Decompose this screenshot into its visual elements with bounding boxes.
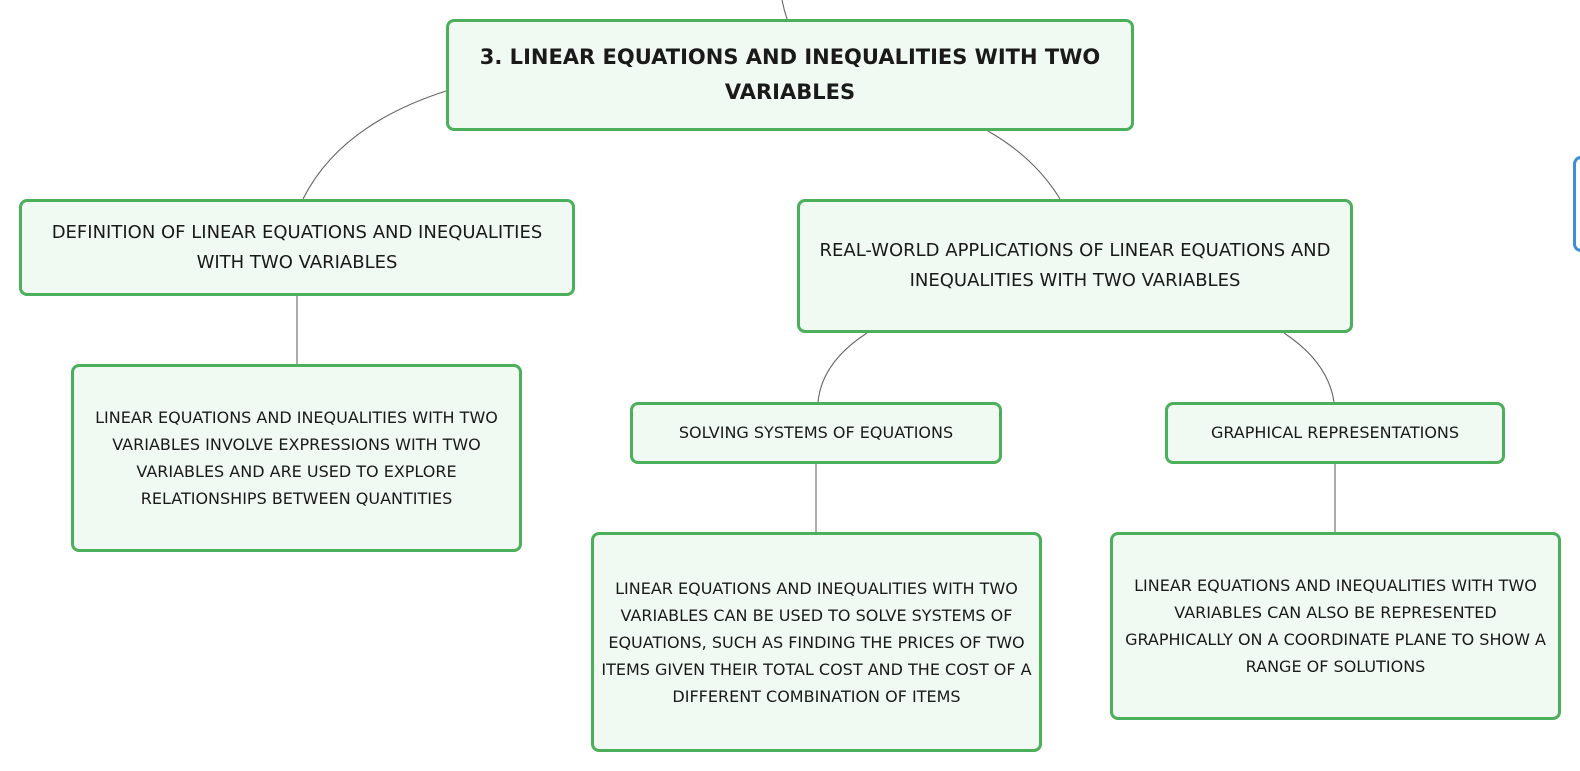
connector-root-to-applications bbox=[988, 131, 1060, 199]
graphical-representations-detail-text: LINEAR EQUATIONS AND INEQUALITIES WITH TWO VARIABLES CAN ALSO BE REPRESENTED GRAPHICALLY ON A COORDINATE PLANE TO SHOW A RANGE OF SOLUTIONS bbox=[1125, 576, 1546, 676]
graphical-representations-text: GRAPHICAL REPRESENTATIONS bbox=[1210, 423, 1460, 442]
definition-detail-text: LINEAR EQUATIONS AND INEQUALITIES WITH TWO VARIABLES INVOLVE EXPRESSIONS WITH TWO VARIABLES AND ARE USED TO EXPLORE RELATIONSHIPS BETWEEN QUANTITIES bbox=[95, 408, 498, 508]
solving-systems-node[interactable] bbox=[630, 402, 1002, 464]
applications-node[interactable] bbox=[797, 199, 1353, 333]
definition-text: DEFINITION OF LINEAR EQUATIONS AND INEQUALITIES WITH TWO VARIABLES bbox=[51, 221, 543, 273]
offscreen-node-edge[interactable] bbox=[1573, 156, 1580, 252]
root-topic-text: 3. LINEAR EQUATIONS AND INEQUALITIES WITH TWO VARIABLES bbox=[479, 45, 1101, 104]
graphical-representations-node[interactable] bbox=[1165, 402, 1505, 464]
definition-node[interactable] bbox=[19, 199, 575, 296]
connector-from-parent-offscreen bbox=[782, 0, 787, 19]
solving-systems-text: SOLVING SYSTEMS OF EQUATIONS bbox=[678, 423, 954, 442]
solving-systems-detail-text: LINEAR EQUATIONS AND INEQUALITIES WITH TWO VARIABLES CAN BE USED TO SOLVE SYSTEMS OF EQUATIONS, SUCH AS FINDING THE PRICES OF TWO ITEMS GIVEN THEIR TOTAL COST AND THE COST OF A DIFFERENT COMBINATION OF ITEMS bbox=[601, 578, 1032, 706]
root-topic-node[interactable] bbox=[446, 19, 1134, 131]
connector-applications-to-graphical bbox=[1284, 333, 1334, 402]
connector-root-to-definition bbox=[303, 91, 446, 199]
applications-text: REAL-WORLD APPLICATIONS OF LINEAR EQUATIONS AND INEQUALITIES WITH TWO VARIABLES bbox=[819, 240, 1331, 291]
connector-applications-to-solving bbox=[818, 333, 867, 402]
definition-detail-node[interactable] bbox=[71, 364, 522, 552]
solving-systems-detail-node[interactable] bbox=[591, 532, 1042, 752]
graphical-representations-detail-node[interactable] bbox=[1110, 532, 1561, 720]
